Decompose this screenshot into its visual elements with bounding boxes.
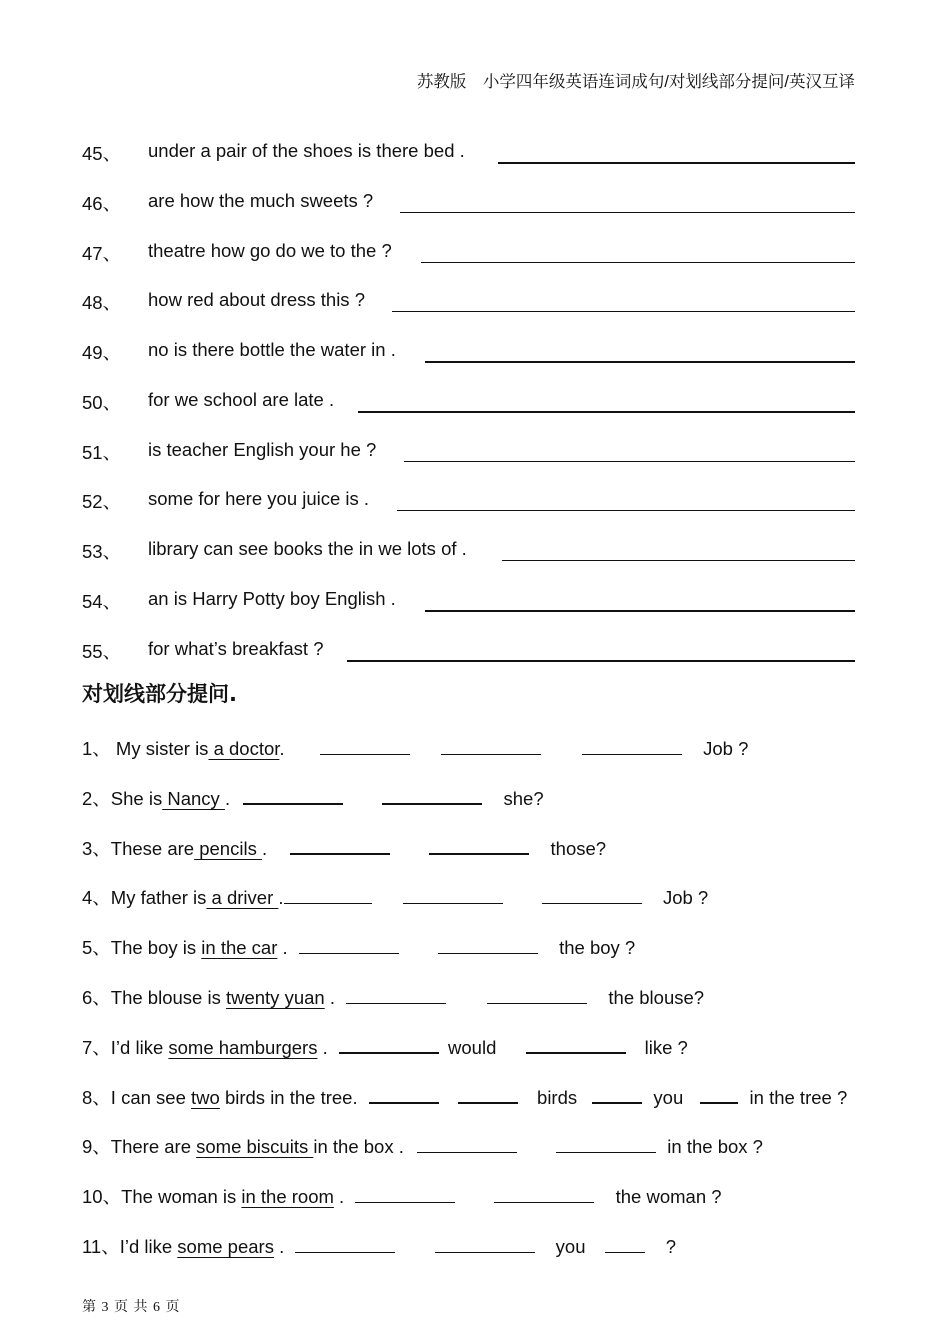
list-item bbox=[82, 190, 855, 220]
item-text: for we school are late . bbox=[148, 389, 335, 410]
blank-line[interactable] bbox=[346, 985, 446, 1004]
list-item bbox=[82, 389, 855, 419]
list-item bbox=[82, 289, 855, 319]
blank-line[interactable] bbox=[526, 1034, 626, 1054]
question-item bbox=[82, 934, 635, 960]
question-item bbox=[82, 735, 748, 761]
question-tail: the boy ? bbox=[559, 937, 636, 958]
underlined-part: some pears bbox=[177, 1236, 274, 1257]
underlined-part: some biscuits bbox=[196, 1136, 314, 1157]
blank-line[interactable] bbox=[369, 1084, 439, 1104]
question-suffix: in the box . bbox=[313, 1136, 404, 1157]
question-prefix: 10、The woman is bbox=[82, 1186, 242, 1207]
list-item bbox=[82, 439, 855, 469]
list-item bbox=[82, 339, 855, 369]
blank-line[interactable] bbox=[458, 1084, 518, 1104]
question-tail: in the box ? bbox=[667, 1136, 763, 1157]
blank-line[interactable] bbox=[355, 1184, 455, 1203]
answer-line[interactable] bbox=[425, 610, 855, 612]
underlined-part: in the room bbox=[241, 1186, 334, 1207]
underlined-part: in the car bbox=[201, 937, 278, 958]
section-title: 对划线部分提问. bbox=[82, 682, 237, 706]
question-prefix: 5、The boy is bbox=[82, 937, 202, 958]
answer-line[interactable] bbox=[400, 212, 855, 213]
item-text: under a pair of the shoes is there bed . bbox=[148, 140, 465, 161]
question-tail: she? bbox=[503, 788, 544, 809]
blank-line[interactable] bbox=[417, 1134, 517, 1153]
blank-line[interactable] bbox=[429, 835, 529, 855]
question-tail: the woman ? bbox=[615, 1186, 722, 1207]
question-prefix: 1、 My sister is bbox=[82, 738, 209, 759]
question-suffix: . bbox=[279, 738, 285, 759]
item-text: library can see books the in we lots of . bbox=[148, 538, 467, 559]
question-tail: Job ? bbox=[703, 738, 749, 759]
question-tail: in the tree ? bbox=[749, 1087, 848, 1108]
question-middle: you bbox=[653, 1087, 684, 1108]
answer-line[interactable] bbox=[347, 660, 855, 662]
item-number: 52、 bbox=[82, 491, 122, 512]
question-suffix: birds in the tree. bbox=[219, 1087, 358, 1108]
underlined-part: Nancy bbox=[162, 788, 225, 809]
item-number: 51、 bbox=[82, 442, 122, 463]
answer-line[interactable] bbox=[498, 162, 855, 164]
question-prefix: 11、I’d like bbox=[82, 1236, 178, 1257]
item-number: 55、 bbox=[82, 641, 122, 662]
item-text: how red about dress this ? bbox=[148, 289, 365, 310]
answer-line[interactable] bbox=[425, 361, 855, 363]
answer-line[interactable] bbox=[358, 411, 855, 413]
blank-line[interactable] bbox=[592, 1084, 642, 1104]
question-item bbox=[82, 1034, 688, 1060]
item-number: 54、 bbox=[82, 591, 122, 612]
item-number: 53、 bbox=[82, 541, 122, 562]
underlined-part: a doctor bbox=[208, 738, 280, 759]
item-number: 50、 bbox=[82, 392, 122, 413]
question-suffix: . bbox=[324, 987, 335, 1008]
blank-line[interactable] bbox=[382, 785, 482, 805]
question-prefix: 7、I’d like bbox=[82, 1037, 169, 1058]
underlined-part: some hamburgers bbox=[168, 1037, 318, 1058]
question-prefix: 8、I can see bbox=[82, 1087, 192, 1108]
blank-line[interactable] bbox=[487, 985, 587, 1004]
blank-line[interactable] bbox=[605, 1234, 645, 1253]
question-item bbox=[82, 1084, 847, 1110]
question-tail: those? bbox=[550, 838, 607, 859]
question-item bbox=[82, 1183, 722, 1209]
list-item bbox=[82, 638, 855, 668]
blank-line[interactable] bbox=[435, 1234, 535, 1253]
question-suffix: . bbox=[277, 937, 288, 958]
question-tail: ? bbox=[665, 1236, 677, 1257]
blank-line[interactable] bbox=[320, 736, 410, 755]
blank-line[interactable] bbox=[438, 935, 538, 954]
question-suffix: . bbox=[224, 788, 231, 809]
underlined-part: twenty yuan bbox=[225, 987, 325, 1008]
underlined-part: a driver bbox=[206, 887, 279, 908]
item-number: 47、 bbox=[82, 243, 122, 264]
item-text: for what’s breakfast ? bbox=[148, 638, 324, 659]
underlined-part: two bbox=[191, 1087, 220, 1108]
item-number: 45、 bbox=[82, 143, 122, 164]
answer-line[interactable] bbox=[404, 461, 855, 462]
question-prefix: 3、These are bbox=[82, 838, 195, 859]
list-item bbox=[82, 140, 855, 170]
question-tail: Job ? bbox=[662, 887, 709, 908]
question-suffix: . bbox=[333, 1186, 345, 1207]
question-suffix: . bbox=[261, 838, 268, 859]
list-item bbox=[82, 240, 855, 270]
question-item bbox=[82, 1133, 763, 1159]
item-number: 49、 bbox=[82, 342, 122, 363]
blank-line[interactable] bbox=[542, 885, 642, 904]
question-middle: would bbox=[448, 1037, 497, 1058]
item-text: no is there bottle the water in . bbox=[148, 339, 396, 360]
blank-line[interactable] bbox=[582, 736, 682, 755]
blank-line[interactable] bbox=[299, 935, 399, 954]
question-item bbox=[82, 984, 704, 1010]
blank-line[interactable] bbox=[284, 885, 372, 904]
blank-line[interactable] bbox=[700, 1084, 738, 1104]
list-item bbox=[82, 588, 855, 618]
page-header: 苏教版 小学四年级英语连词成句/对划线部分提问/英汉互译 bbox=[416, 73, 855, 91]
blank-line[interactable] bbox=[556, 1134, 656, 1153]
item-text: theatre how go do we to the ? bbox=[148, 240, 392, 261]
answer-line[interactable] bbox=[397, 510, 855, 511]
question-item bbox=[82, 835, 606, 861]
item-text: are how the much sweets ? bbox=[148, 190, 374, 211]
blank-line[interactable] bbox=[403, 885, 503, 904]
list-item bbox=[82, 538, 855, 568]
item-number: 46、 bbox=[82, 193, 122, 214]
blank-line[interactable] bbox=[295, 1234, 395, 1253]
item-number: 48、 bbox=[82, 292, 122, 313]
list-item bbox=[82, 488, 855, 518]
question-item bbox=[82, 884, 708, 910]
question-tail: the blouse? bbox=[608, 987, 705, 1008]
question-middle: you bbox=[555, 1236, 586, 1257]
page-footer: 第 3 页 共 6 页 bbox=[82, 1300, 181, 1315]
question-item bbox=[82, 785, 544, 811]
blank-line[interactable] bbox=[290, 835, 390, 855]
item-text: is teacher English your he ? bbox=[148, 439, 377, 460]
question-suffix: . bbox=[273, 1236, 285, 1257]
question-prefix: 2、She is bbox=[82, 788, 163, 809]
blank-line[interactable] bbox=[339, 1034, 439, 1054]
item-text: some for here you juice is . bbox=[148, 488, 370, 509]
question-middle: birds bbox=[537, 1087, 578, 1108]
question-tail: like ? bbox=[644, 1037, 688, 1058]
answer-line[interactable] bbox=[502, 560, 855, 561]
question-prefix: 9、There are bbox=[82, 1136, 197, 1157]
question-suffix: . bbox=[317, 1037, 328, 1058]
blank-line[interactable] bbox=[243, 785, 343, 805]
blank-line[interactable] bbox=[441, 736, 541, 755]
answer-line[interactable] bbox=[392, 311, 855, 312]
blank-line[interactable] bbox=[494, 1184, 594, 1203]
question-prefix: 4、My father is bbox=[82, 887, 207, 908]
question-prefix: 6、The blouse is bbox=[82, 987, 226, 1008]
item-text: an is Harry Potty boy English . bbox=[148, 588, 396, 609]
underlined-part: pencils bbox=[194, 838, 262, 859]
question-item bbox=[82, 1233, 676, 1259]
question-suffix: . bbox=[278, 887, 284, 908]
answer-line[interactable] bbox=[421, 262, 855, 263]
